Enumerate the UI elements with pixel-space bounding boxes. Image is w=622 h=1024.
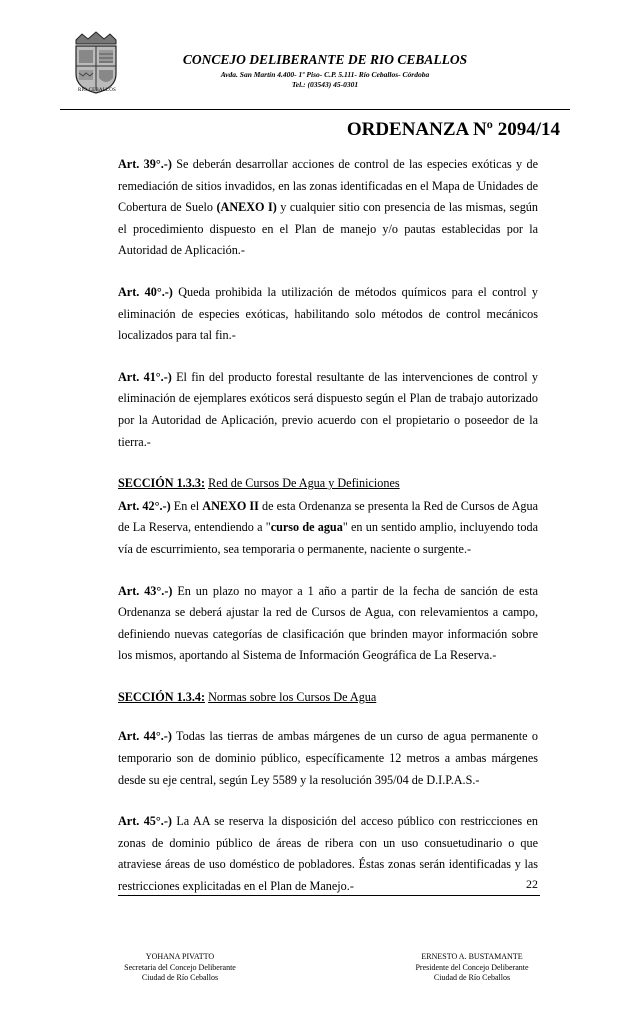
defined-term: curso de agua [270,520,343,535]
signature-president [362,952,582,984]
signature-secretary [70,952,290,984]
signatory-role: Presidente del Concejo Deliberante [415,962,529,972]
article-45: Art. 45°.-) La AA se reserva la disposición del acceso público con restricciones en zonas de dominio público de áreas de ribera con un uso consuetudinario o que atraviese áreas de uso doméstico de pobladores. Éstas zonas serán identificadas y las restricciones explicitadas en el Plan de Manejo.- [118,814,538,894]
section-title: Normas sobre los Cursos De Agua [208,689,377,704]
article-label: Art. 40°.-) [118,284,173,299]
signatory-place: Ciudad de Río Ceballos [433,973,511,982]
signatory-name: YOHANA PIVATTO [145,952,215,961]
article-44: Art. 44°.-) Todas las tierras de ambas márgenes de un curso de agua permanente o temporario son de dominio público, específicamente 12 metros a ambas márgenes desde su eje central, según Ley 5589 y la resolución 395/04 de D.I.P.A.S.- [118,729,538,787]
article-40: Art. 40°.-) Queda prohibida la utilización de métodos químicos para el control y eliminación de especies exóticas, habilitando solo métodos de control mecánicos localizados para tal fin.- [118,284,539,343]
signatory-place: Ciudad de Río Ceballos [141,973,219,982]
section-label: SECCIÓN 1.3.3: [118,476,206,491]
article-label: Art. 42°.-) [118,498,171,513]
section-label: SECCIÓN 1.3.4: [118,689,206,704]
article-41: Art. 41°.-) El fin del producto forestal resultante de las intervenciones de control y eliminación de ejemplares exóticos será dispuesto según el Plan de trabajo autorizado por la Autoridad de Aplicación, previo acuerdo con el propietario o poseedor de la tierra.- [118,369,538,449]
council-name: CONCEJO DELIBERANTE DE RIO CEBALLOS [182,52,468,67]
document-body [118,154,538,918]
annex-reference: ANEXO II [202,498,259,513]
article-43: Art. 43°.-) En un plazo no mayor a 1 año a partir de la fecha de sanción de esta Ordenanza se deberá ajustar la red de Cursos de Agua, con relevamientos a campo, definiendo nuevas categorías de clasificación que brinden mayor información sobre los mismos, aportando al Sistema de Información Geográfica de La Reserva.- [118,583,538,663]
council-phone: Tel.: (03543) 45-0301 [291,80,359,89]
article-label: Art. 41°.-) [118,369,172,384]
municipal-crest-logo [72,30,120,96]
article-label: Art. 43°.-) [118,583,173,598]
ordinance-title: ORDENANZA Nº 2094/14 [346,119,560,140]
signatory-name: ERNESTO A. BUSTAMANTE [421,952,523,961]
article-39: Art. 39°.-) Se deberán desarrollar acciones de control de las especies exóticas y de remediación de sitios invadidos, en las zonas identificadas en el Mapa de Unidades de Cobertura de Suelo (ANEXO I) y cualquier sitio con presencia de las mismas, según el procedimiento dispuesto en el Plan de manejo y/o pautas establecidas por la Autoridad de Aplicación.- [118,157,538,258]
signatory-role: Secretaria del Concejo Deliberante [124,962,236,972]
council-address: Avda. San Martín 4.400- 1º Piso- C.P. 5.111- Río Ceballos- Córdoba [220,70,430,79]
article-label: Art. 45°.-) [118,814,172,829]
page-number: 22 [526,877,538,891]
article-label: Art. 39°.-) [118,157,172,171]
article-42: Art. 42°.-) En el ANEXO II de esta Ordenanza se presenta la Red de Cursos de Agua de La Reserva, entendiendo a "curso de agua" en un sentido amplio, incluyendo toda vía de escurrimiento, sea temporaria o permanente, naciente o surgente.- [118,498,539,556]
crest-caption: RIO CEBALLOS [77,88,117,93]
annex-reference: (ANEXO I) [216,200,277,215]
footer-divider [118,895,540,896]
section-heading-1-3-4 [118,687,538,709]
article-label: Art. 44°.-) [118,729,172,744]
section-title: Red de Cursos De Agua y Definiciones [208,476,400,491]
header-divider [60,109,570,110]
section-heading-1-3-3 [118,473,538,495]
